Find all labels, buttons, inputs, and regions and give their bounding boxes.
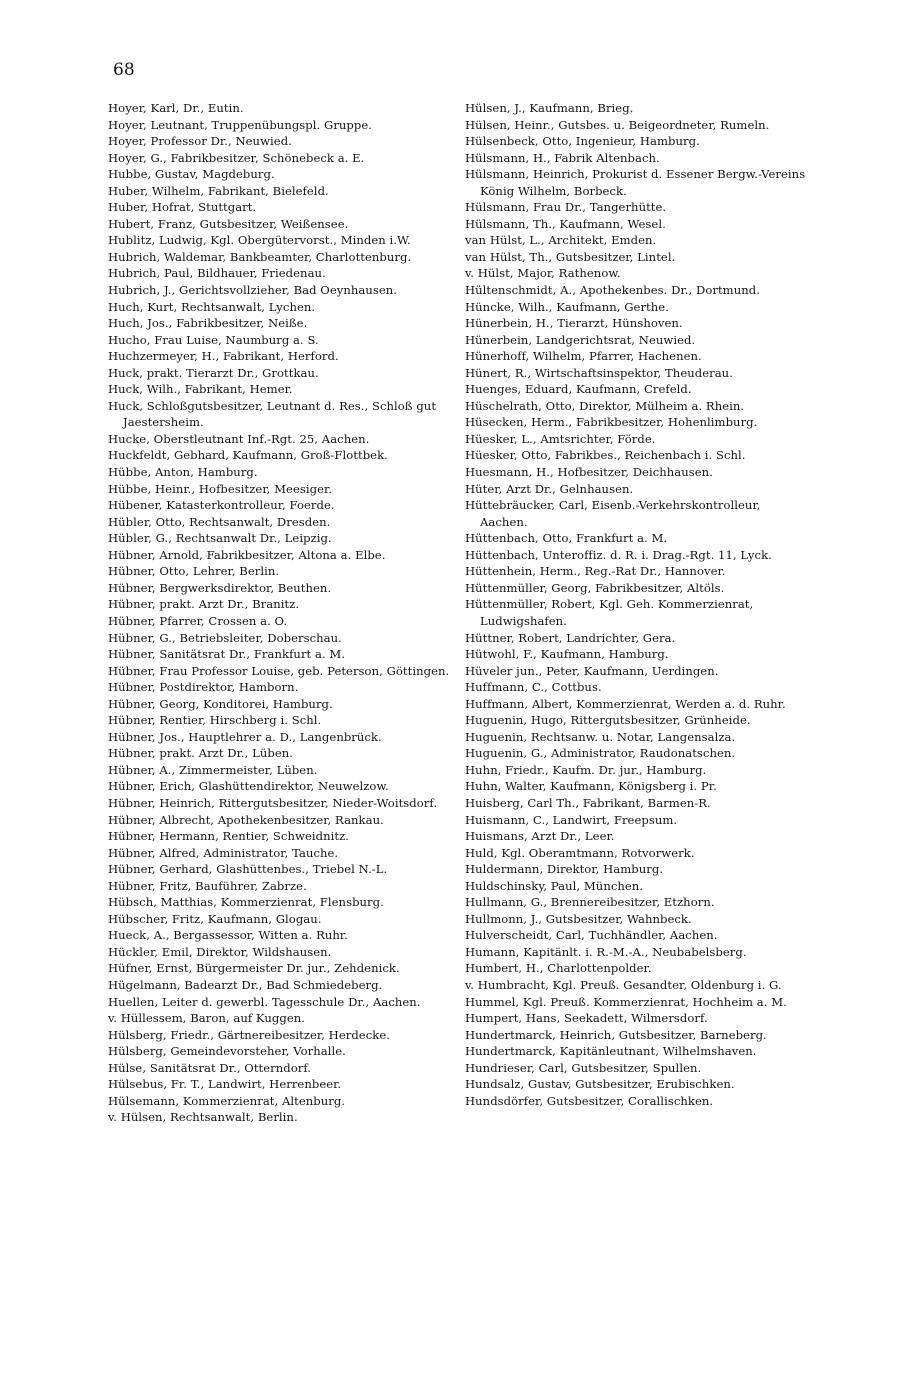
directory-entry: Huchzermeyer, H., Fabrikant, Herford. (108, 349, 339, 364)
directory-entry: Huch, Kurt, Rechtsanwalt, Lychen. (108, 299, 316, 314)
directory-entry: Hültenschmidt, A., Apothekenbes. Dr., Dortmund. (465, 283, 760, 298)
directory-entry: Hüsecken, Herm., Fabrikbesitzer, Hohenlimburg. (465, 415, 758, 430)
directory-entry: Huesmann, H., Hofbesitzer, Deichhausen. (465, 465, 713, 480)
right-column (465, 100, 810, 1109)
directory-entry: v. Hülst, Major, Rathenow. (465, 266, 621, 281)
directory-entry: Huenges, Eduard, Kaufmann, Crefeld. (465, 382, 692, 397)
directory-entry: Hübner, Frau Professor Louise, geb. Peterson, Göttingen. (108, 663, 450, 678)
directory-entry: Hülsen, J., Kaufmann, Brieg. (465, 101, 634, 115)
directory-entry: Hübner, Erich, Glashüttendirektor, Neuwelzow. (108, 779, 389, 794)
directory-entry: Huhn, Walter, Kaufmann, Königsberg i. Pr. (465, 779, 717, 794)
directory-entry: Hübner, Jos., Hauptlehrer a. D., Langenbrück. (108, 729, 382, 744)
directory-entry: Hünerhoff, Wilhelm, Pfarrer, Hachenen. (465, 349, 702, 364)
directory-entry: Hubert, Franz, Gutsbesitzer, Weißensee. (108, 216, 349, 231)
directory-entry: Hütwohl, F., Kaufmann, Hamburg. (465, 647, 669, 662)
directory-entry: Hübener, Katasterkontrolleur, Foerde. (108, 498, 335, 513)
directory-entry: Huguenin, G., Administrator, Raudonatschen. (465, 746, 736, 761)
directory-entry: Hülsenbeck, Otto, Ingenieur, Hamburg. (465, 134, 700, 149)
directory-entry: Huismans, Arzt Dr., Leer. (465, 829, 615, 844)
directory-entry: Hübner, Albrecht, Apothekenbesitzer, Rankau. (108, 812, 384, 827)
directory-entry: Hübsch, Matthias, Kommerzienrat, Flensburg. (108, 895, 384, 910)
directory-entry: Hundertmarck, Heinrich, Gutsbesitzer, Barneberg. (465, 1027, 767, 1042)
directory-entry: v. Humbracht, Kgl. Preuß. Gesandter, Oldenburg i. G. (465, 977, 782, 992)
directory-entry: Hübner, A., Zimmermeister, Lüben. (108, 762, 318, 777)
directory-entry: Hüttenmüller, Georg, Fabrikbesitzer, Altöls. (465, 580, 725, 595)
directory-entry: Hübner, Bergwerksdirektor, Beuthen. (108, 580, 332, 595)
directory-entry: Hüesker, Otto, Fabrikbes., Reichenbach i. Schl. (465, 448, 746, 463)
directory-entry: Hünert, R., Wirtschaftsinspektor, Theuderau. (465, 365, 733, 380)
directory-entry: Hoyer, Professor Dr., Neuwied. (108, 134, 292, 149)
directory-entry: Hübner, Postdirektor, Hamborn. (108, 680, 299, 695)
directory-entry: Huck, prakt. Tierarzt Dr., Grottkau. (108, 365, 319, 380)
directory-entry: Huld, Kgl. Oberamtmann, Rotvorwerk. (465, 845, 695, 860)
directory-entry: Hüfner, Ernst, Bürgermeister Dr. jur., Zehdenick. (108, 961, 400, 976)
directory-entry: Hübner, Hermann, Rentier, Schweidnitz. (108, 829, 349, 844)
directory-entry: Hübner, Sanitätsrat Dr., Frankfurt a. M. (108, 647, 346, 662)
directory-entry: Hüttenhein, Herm., Reg.-Rat Dr., Hannover. (465, 564, 726, 579)
directory-entry: Humbert, H., Charlottenpolder. (465, 961, 652, 976)
directory-entry: Huguenin, Hugo, Rittergutsbesitzer, Grünheide. (465, 713, 751, 728)
directory-entry: Hülse, Sanitätsrat Dr., Otterndorf. (108, 1060, 312, 1075)
directory-entry: Hübner, Pfarrer, Crossen a. O. (108, 613, 288, 628)
directory-entry: Huguenin, Rechtsanw. u. Notar, Langensalza. (465, 729, 736, 744)
directory-entry: Hundsalz, Gustav, Gutsbesitzer, Erubischken. (465, 1077, 735, 1092)
directory-entry: Hübner, Alfred, Administrator, Tauche. (108, 845, 339, 860)
directory-entry: Hüschelrath, Otto, Direktor, Mülheim a. Rhein. (465, 398, 745, 413)
directory-entry: Hübner, Fritz, Bauführer, Zabrze. (108, 878, 307, 893)
directory-entry: Hundertmarck, Kapitänleutnant, Wilhelmshaven. (465, 1044, 757, 1059)
directory-entry: Huber, Wilhelm, Fabrikant, Bielefeld. (108, 183, 329, 198)
directory-entry: Hülsmann, Frau Dr., Tangerhütte. (465, 200, 667, 215)
directory-entry: Hundrieser, Carl, Gutsbesitzer, Spullen. (465, 1060, 702, 1075)
directory-entry: Hülsebus, Fr. T., Landwirt, Herrenbeer. (108, 1077, 342, 1092)
directory-entry: Hucho, Frau Luise, Naumburg a. S. (108, 332, 319, 347)
directory-entry: Hülsberg, Friedr., Gärtnereibesitzer, Herdecke. (108, 1027, 390, 1042)
directory-entry: Huckfeldt, Gebhard, Kaufmann, Groß-Flottbek. (108, 448, 388, 463)
directory-entry: Hübner, Heinrich, Rittergutsbesitzer, Nieder-Woitsdorf. (108, 795, 438, 810)
directory-entry: Hummel, Kgl. Preuß. Kommerzienrat, Hochheim a. M. (465, 994, 787, 1009)
directory-entry: Hülsmann, Th., Kaufmann, Wesel. (465, 216, 666, 231)
directory-entry: Huhn, Friedr., Kaufm. Dr. jur., Hamburg. (465, 762, 707, 777)
directory-entry: Hulverscheidt, Carl, Tuchhändler, Aachen. (465, 928, 718, 943)
directory-entry: Hüttenbach, Otto, Frankfurt a. M. (465, 531, 668, 546)
left-column (108, 100, 448, 1126)
directory-entry: Huisberg, Carl Th., Fabrikant, Barmen-R. (465, 795, 711, 810)
directory-entry: Hubrich, Paul, Bildhauer, Friedenau. (108, 266, 326, 281)
directory-entry: Hübner, Arnold, Fabrikbesitzer, Altona a. Elbe. (108, 547, 386, 562)
directory-entry: Hüttenbach, Unteroffiz. d. R. i. Drag.-Rgt. 11, Lyck. (465, 547, 772, 562)
directory-entry: van Hülst, L., Architekt, Emden. (465, 233, 657, 248)
directory-entry: Hoyer, Leutnant, Truppenübungspl. Gruppe. (108, 117, 373, 132)
directory-entry: Hubrich, Waldemar, Bankbeamter, Charlottenburg. (108, 249, 412, 264)
directory-entry: Hüncke, Wilh., Kaufmann, Gerthe. (465, 299, 669, 314)
directory-entry: Hüter, Arzt Dr., Gelnhausen. (465, 481, 634, 496)
directory-entry: Hüttenmüller, Robert, Kgl. Geh. Kommerzienrat, Ludwigshafen. (465, 597, 754, 628)
directory-entry: Hünerbein, H., Tierarzt, Hünshoven. (465, 316, 683, 331)
directory-entry: Hübner, prakt. Arzt Dr., Lüben. (108, 746, 294, 761)
directory-entry: Huldschinsky, Paul, München. (465, 878, 644, 893)
directory-entry: Hübler, G., Rechtsanwalt Dr., Leipzig. (108, 531, 332, 546)
directory-entry: Hübler, Otto, Rechtsanwalt, Dresden. (108, 514, 331, 529)
directory-entry: Hübbe, Heinr., Hofbesitzer, Meesiger. (108, 481, 333, 496)
directory-entry: Hoyer, Karl, Dr., Eutin. (108, 101, 244, 115)
directory-entry: Hückler, Emil, Direktor, Wildshausen. (108, 944, 332, 959)
directory-entry: Hülsmann, Heinrich, Prokurist d. Essener Bergw.-Vereins König Wilhelm, Borbeck. (465, 167, 806, 198)
directory-entry: Huldermann, Direktor, Hamburg. (465, 862, 664, 877)
directory-entry: Huffmann, C., Cottbus. (465, 680, 602, 695)
directory-entry: Hullmonn, J., Gutsbesitzer, Wahnbeck. (465, 911, 692, 926)
directory-entry: Hoyer, G., Fabrikbesitzer, Schönebeck a. E. (108, 150, 365, 165)
directory-entry: Hübner, Otto, Lehrer, Berlin. (108, 564, 280, 579)
directory-entry: v. Hüllessem, Baron, auf Kuggen. (108, 1011, 305, 1026)
directory-entry: Huck, Schloßgutsbesitzer, Leutnant d. Res., Schloß gut Jaestersheim. (108, 398, 437, 430)
directory-entry: van Hülst, Th., Gutsbesitzer, Lintel. (465, 249, 676, 264)
directory-entry: Huellen, Leiter d. gewerbl. Tagesschule Dr., Aachen. (108, 994, 421, 1009)
directory-entry: Hubrich, J., Gerichtsvollzieher, Bad Oeynhausen. (108, 283, 398, 298)
directory-entry: Hucke, Oberstleutnant Inf.-Rgt. 25, Aachen. (108, 431, 370, 446)
directory-entry: Hüttner, Robert, Landrichter, Gera. (465, 630, 676, 645)
directory-entry: Huismann, C., Landwirt, Freepsum. (465, 812, 678, 827)
directory-entry: Hülsen, Heinr., Gutsbes. u. Beigeordneter, Rumeln. (465, 117, 770, 132)
directory-entry: Hübscher, Fritz, Kaufmann, Glogau. (108, 911, 322, 926)
directory-entry: Humann, Kapitänlt. i. R.-M.-A., Neubabelsberg. (465, 944, 747, 959)
directory-entry: Hünerbein, Landgerichtsrat, Neuwied. (465, 332, 696, 347)
directory-entry: Hügelmann, Badearzt Dr., Bad Schmiedeberg. (108, 977, 383, 992)
directory-entry: Hübner, Rentier, Hirschberg i. Schl. (108, 713, 322, 728)
directory-entry: Hübner, prakt. Arzt Dr., Branitz. (108, 597, 300, 612)
directory-entry: Hüttebräucker, Carl, Eisenb.-Verkehrskontrolleur, Aachen. (465, 498, 761, 529)
directory-entry: Huffmann, Albert, Kommerzienrat, Werden a. d. Ruhr. (465, 696, 786, 711)
directory-entry: Hülsmann, H., Fabrik Altenbach. (465, 150, 660, 165)
directory-entry: Huck, Wilh., Fabrikant, Hemer. (108, 382, 293, 397)
page-number: 68 (113, 60, 135, 80)
directory-entry: Hüveler jun., Peter, Kaufmann, Uerdingen. (465, 663, 719, 678)
directory-entry: Huber, Hofrat, Stuttgart. (108, 200, 257, 215)
directory-entry: Hueck, A., Bergassessor, Witten a. Ruhr. (108, 928, 348, 943)
directory-entry: Huch, Jos., Fabrikbesitzer, Neiße. (108, 316, 308, 331)
directory-entry: Hübner, G., Betriebsleiter, Doberschau. (108, 630, 342, 645)
directory-entry: Hullmann, G., Brennereibesitzer, Etzhorn. (465, 895, 715, 910)
directory-entry: v. Hülsen, Rechtsanwalt, Berlin. (108, 1110, 298, 1125)
directory-entry: Hübner, Georg, Konditorei, Hamburg. (108, 696, 333, 711)
directory-entry: Humpert, Hans, Seekadett, Wilmersdorf. (465, 1011, 708, 1026)
directory-entry: Hüesker, L., Amtsrichter, Förde. (465, 431, 656, 446)
directory-entry: Hundsdörfer, Gutsbesitzer, Corallischken. (465, 1093, 714, 1108)
directory-entry: Hubbe, Gustav, Magdeburg. (108, 167, 275, 182)
directory-entry: Hublitz, Ludwig, Kgl. Obergütervorst., Minden i.W. (108, 233, 411, 248)
directory-entry: Hübner, Gerhard, Glashüttenbes., Triebel N.-L. (108, 862, 388, 877)
directory-entry: Hülsberg, Gemeindevorsteher, Vorhalle. (108, 1044, 346, 1059)
directory-entry: Hülsemann, Kommerzienrat, Altenburg. (108, 1093, 346, 1108)
directory-entry: Hübbe, Anton, Hamburg. (108, 465, 258, 480)
